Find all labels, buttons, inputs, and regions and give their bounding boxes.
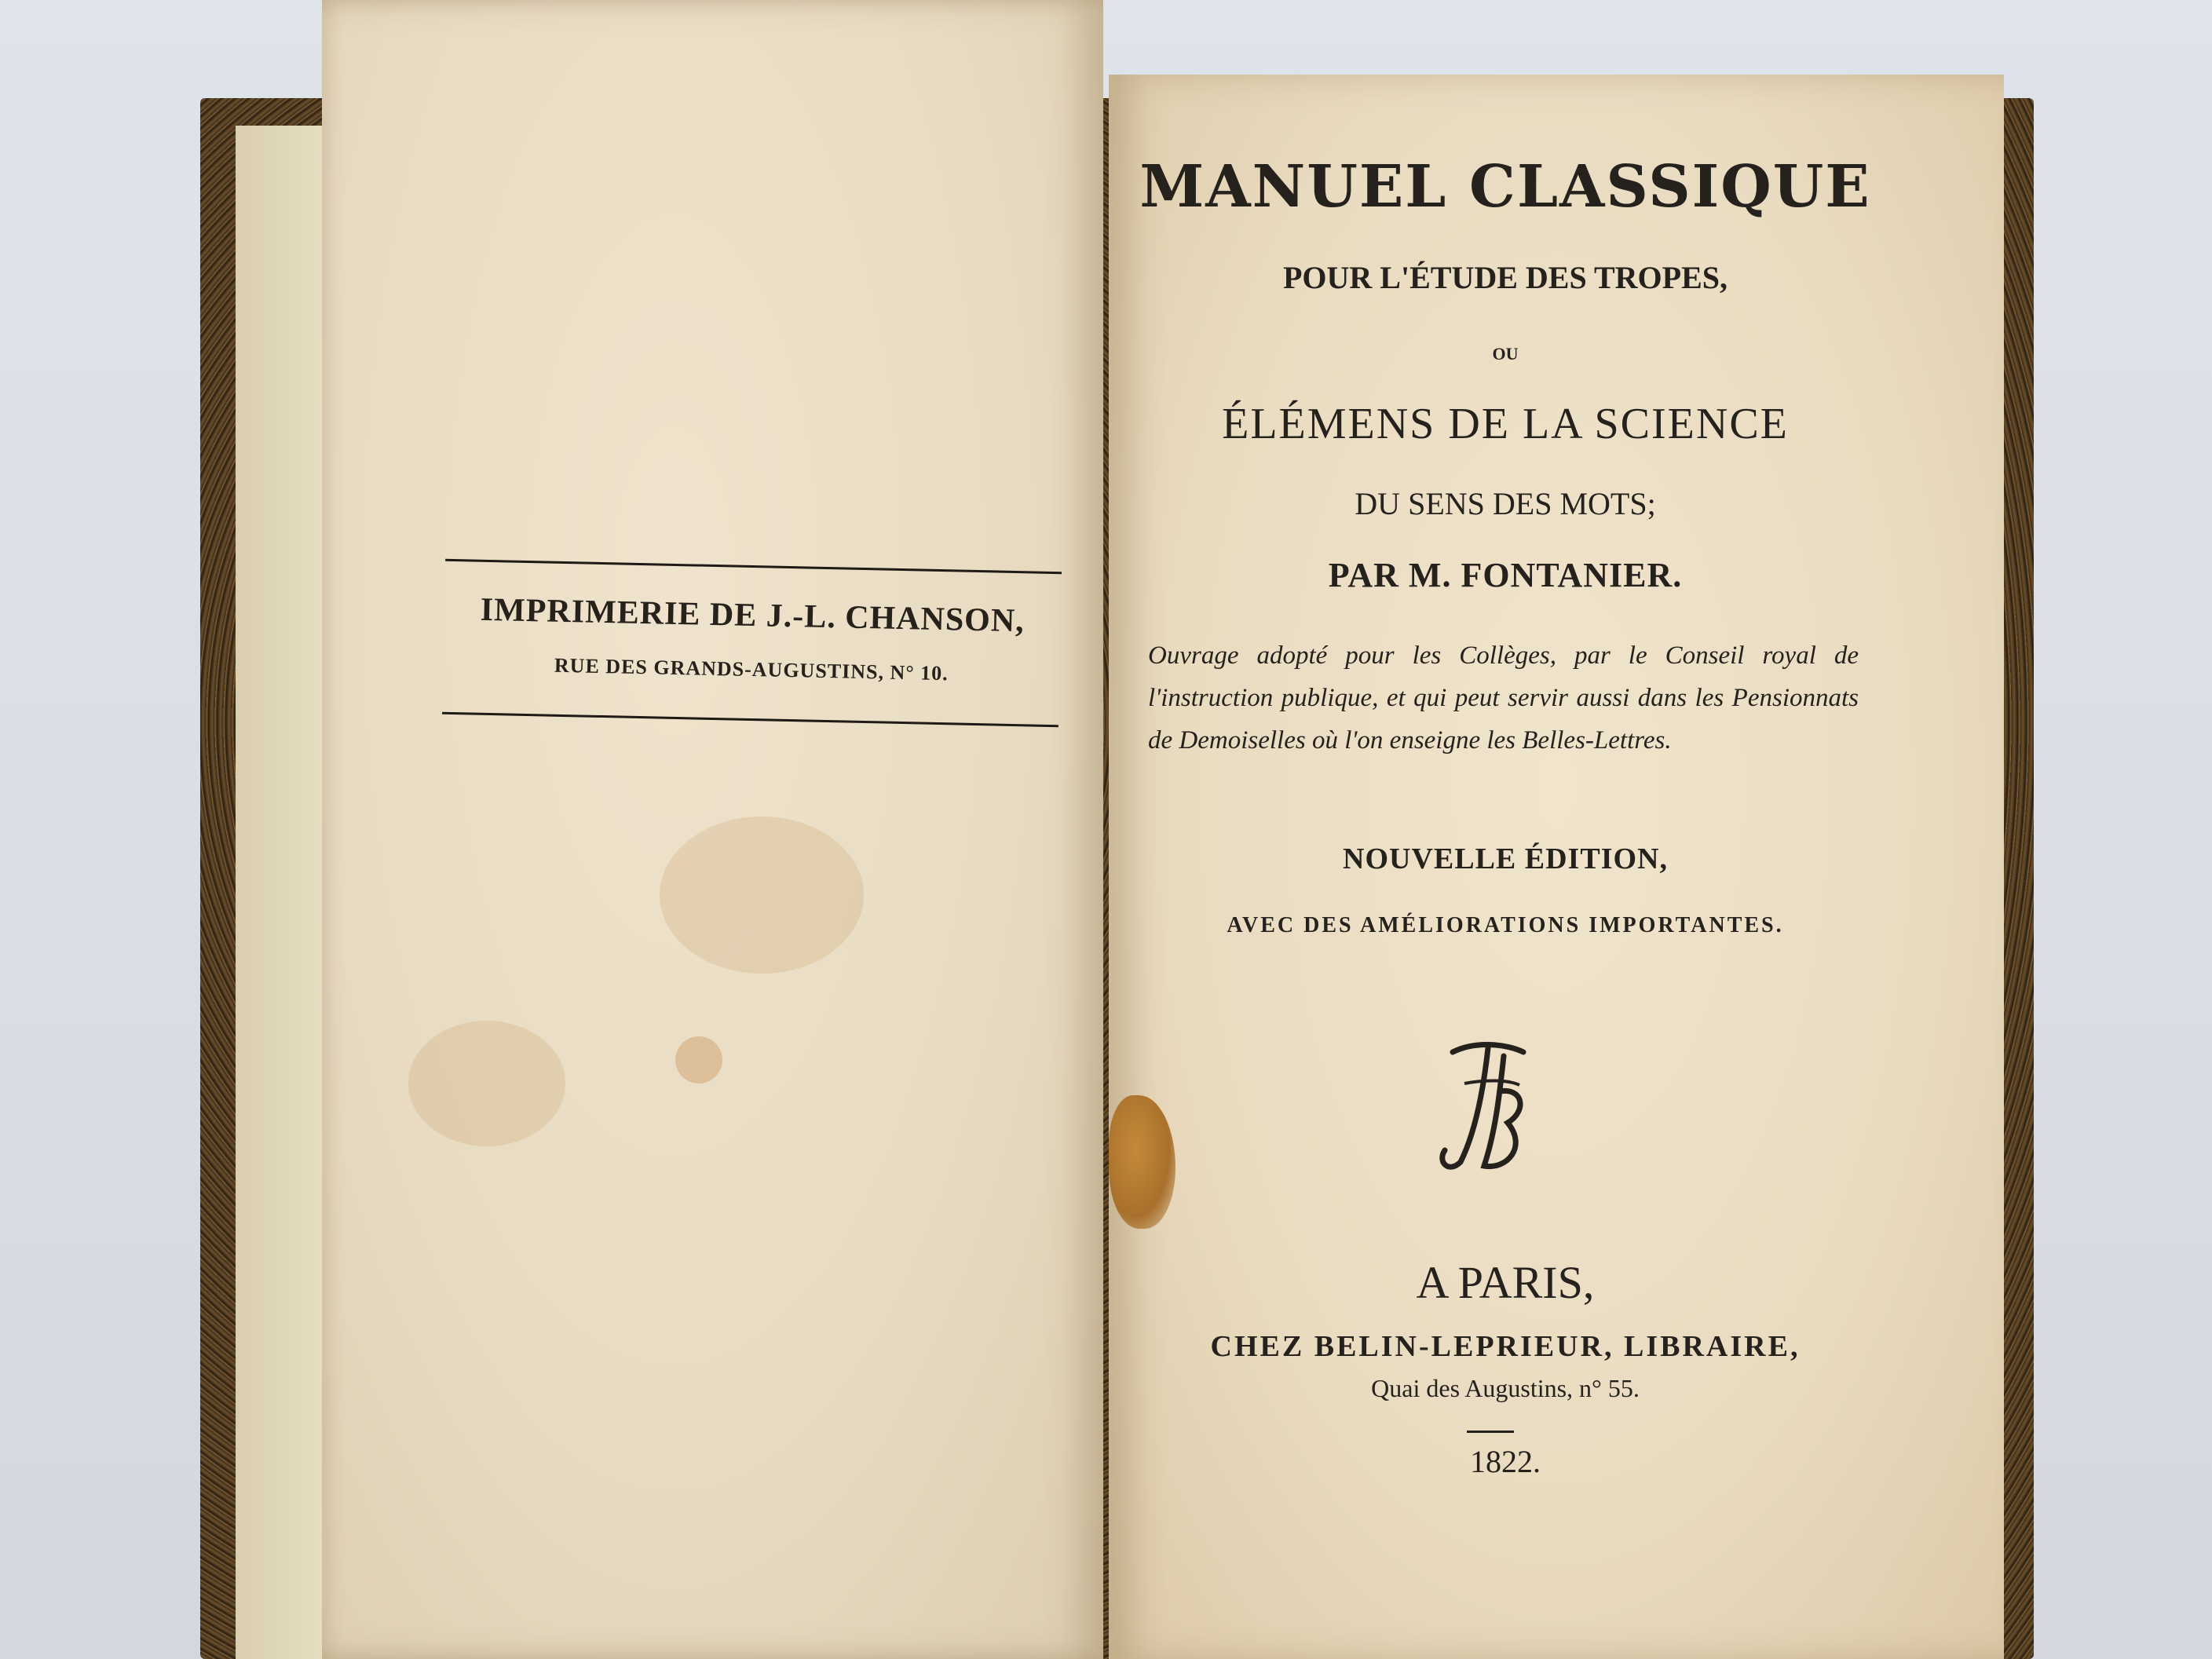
year-rule (1467, 1431, 1514, 1433)
imprint-publisher: CHEZ BELIN-LEPRIEUR, LIBRAIRE, (1210, 1330, 1801, 1363)
endpaper (236, 126, 326, 1659)
paper-stain (660, 817, 864, 974)
stamp-printer-address: RUE DES GRANDS-AUGUSTINS, N° 10. (554, 653, 949, 685)
imprint-address: Quai des Augustins, n° 55. (1371, 1374, 1640, 1402)
stamp-printer-name: IMPRIMERIE DE J.-L. CHANSON, (480, 591, 1026, 640)
book-title: MANUEL CLASSIQUE (1139, 153, 1871, 221)
paper-stain (675, 1036, 722, 1083)
edition: NOUVELLE ÉDITION, (1343, 842, 1668, 875)
subtitle-line-2: ÉLÉMENS DE LA SCIENCE (1222, 400, 1789, 448)
publisher-monogram-icon (1429, 1036, 1539, 1178)
paper-stain (408, 1021, 565, 1146)
description: Ouvrage adopté pour les Collèges, par le Conseil royal de l'instruction publique, et qui peut servir aussi dans les Pensionnats de Demoiselles où l'on enseigne les Belles-Lettres. (1148, 641, 1859, 755)
imprint-city: A PARIS, (1416, 1257, 1595, 1308)
subtitle-line-1: POUR L'ÉTUDE DES TROPES, (1282, 260, 1728, 295)
subtitle-conjunction: OU (1492, 344, 1519, 364)
printer-stamp (442, 559, 1062, 729)
subtitle-line-3: DU SENS DES MOTS; (1355, 486, 1656, 521)
improvements-note: AVEC DES AMÉLIORATIONS IMPORTANTES. (1227, 913, 1784, 937)
author: PAR M. FONTANIER. (1328, 556, 1683, 594)
publication-year: 1822. (1470, 1444, 1541, 1479)
